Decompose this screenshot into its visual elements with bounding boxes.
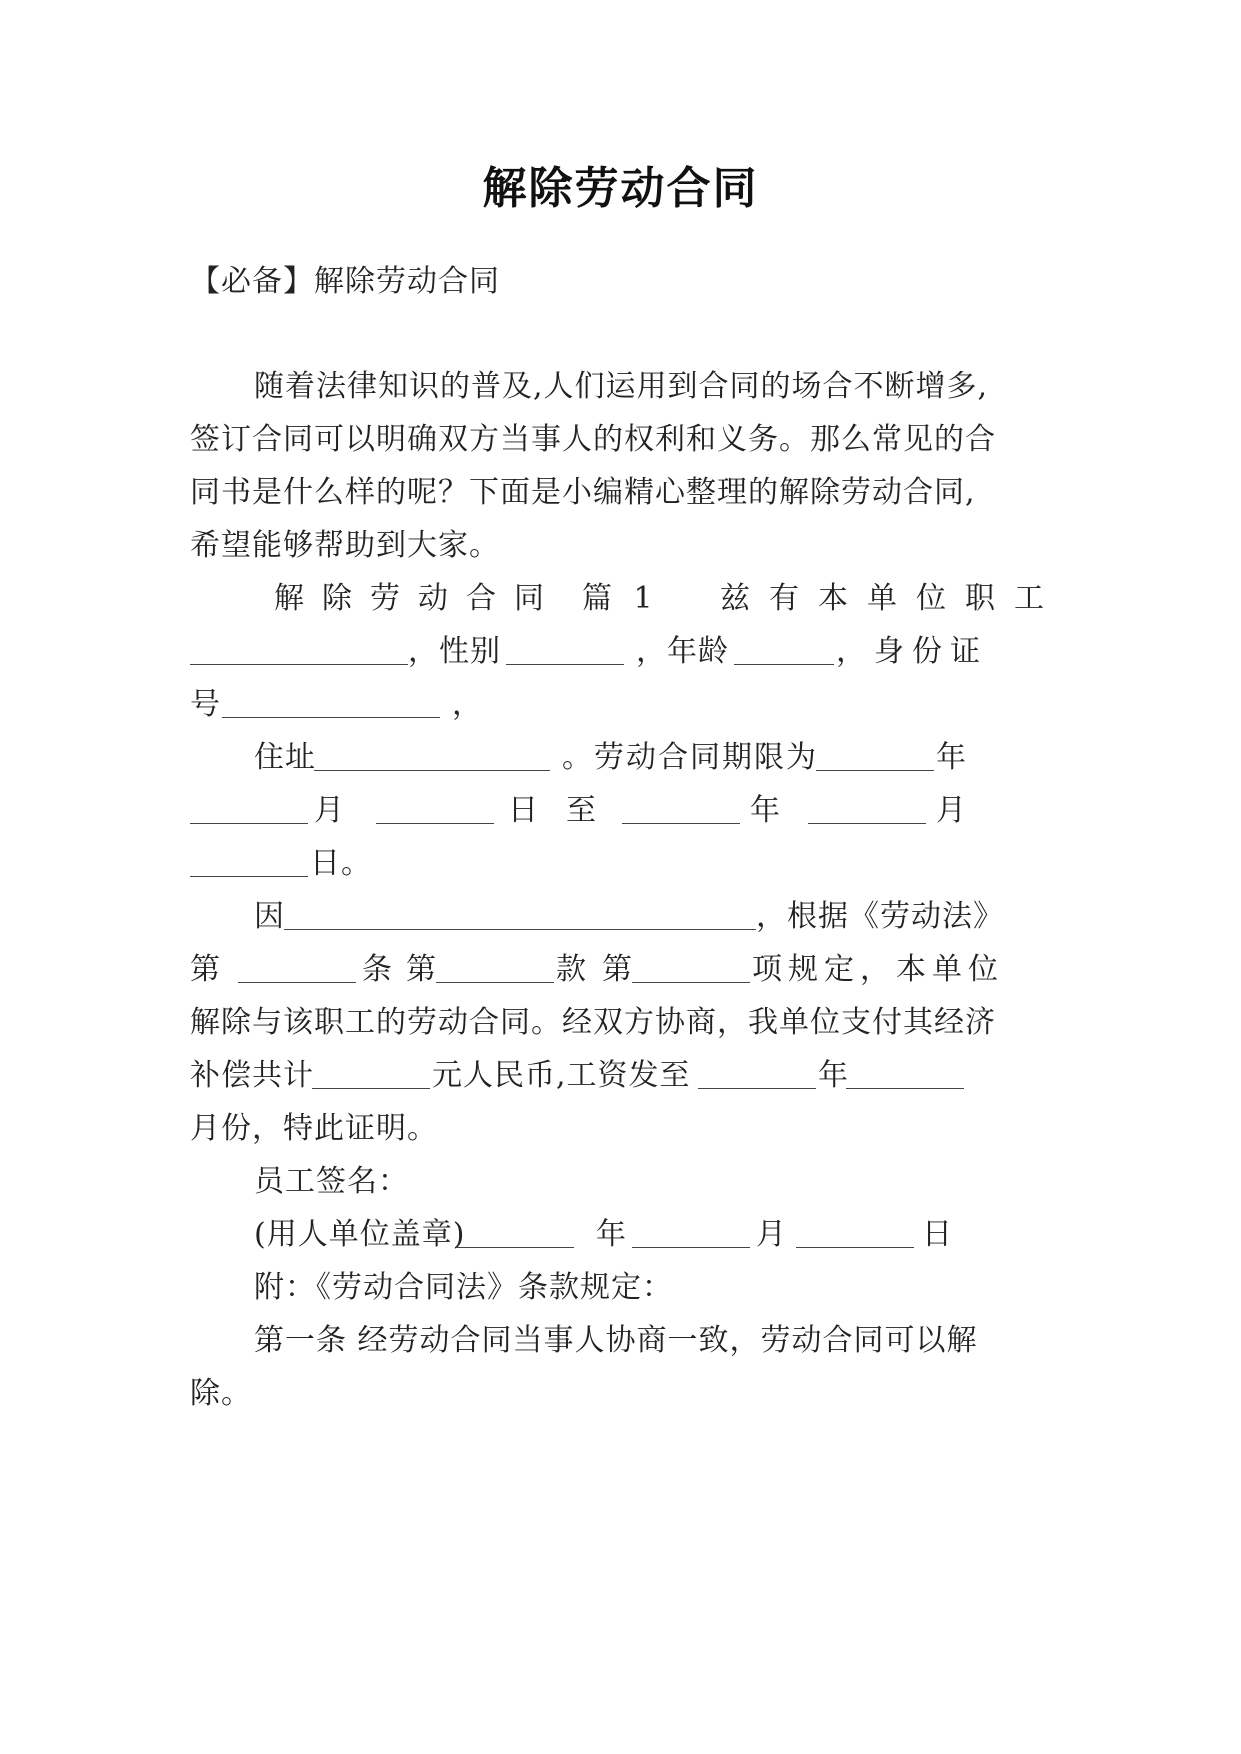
compensation-label: 补偿共计 — [190, 1058, 314, 1093]
item-article-label: 第 — [602, 952, 633, 987]
gender-label: ，性别 — [408, 634, 501, 669]
paragraph-label: 款 — [556, 952, 587, 987]
start-day-label: 日 — [508, 793, 539, 828]
intro-line-1: 随着法律知识的普及,人们运用到合同的场合不断增多, — [254, 369, 989, 404]
form-line-compensation — [190, 1056, 1052, 1096]
age-blank[interactable] — [734, 636, 834, 665]
reason-label: 因 — [254, 899, 285, 934]
form-line-reason — [190, 897, 1052, 937]
form-line-seal — [190, 1215, 1052, 1255]
id-comma: ， — [452, 687, 483, 722]
month-part-line: 月份，特此证明。 — [190, 1111, 438, 1146]
paragraph-article-label: 第 — [406, 952, 437, 987]
appendix-line: 附：《劳动合同法》条款规定： — [254, 1270, 673, 1305]
seal-day-label: 日 — [922, 1217, 953, 1252]
wage-month-blank[interactable] — [846, 1060, 964, 1089]
id-number-label: ，身份证 — [836, 634, 988, 669]
form-line-address — [190, 738, 1052, 778]
intro-line-3: 同书是什么样的呢？下面是小编精心整理的解除劳动合同, — [190, 475, 976, 510]
end-day-label: 日。 — [310, 846, 372, 881]
address-blank[interactable] — [314, 742, 550, 771]
to-label: 至 — [566, 793, 597, 828]
id-number-cont: 号 — [190, 687, 221, 722]
seal-month-blank[interactable] — [632, 1219, 750, 1248]
form-line-term-dates — [190, 791, 1052, 831]
form-line-id — [190, 685, 1052, 725]
article-blank[interactable] — [238, 954, 356, 983]
start-year-blank[interactable] — [816, 742, 934, 771]
end-day-blank[interactable] — [190, 848, 308, 877]
gender-blank[interactable] — [506, 636, 624, 665]
intro-line-4: 希望能够帮助到大家。 — [190, 528, 500, 563]
paragraph-blank[interactable] — [436, 954, 554, 983]
seal-year-blank[interactable] — [456, 1219, 574, 1248]
seal-year-label: 年 — [596, 1217, 627, 1252]
compensation-blank[interactable] — [312, 1060, 430, 1089]
age-label: ，年龄 — [636, 634, 729, 669]
first-article-line: 第一条 经劳动合同当事人协商一致，劳动合同可以解 — [254, 1323, 978, 1358]
start-day-blank[interactable] — [376, 795, 494, 824]
wage-year-blank[interactable] — [698, 1060, 816, 1089]
clause-label: 条 — [362, 952, 393, 987]
item-blank[interactable] — [632, 954, 750, 983]
start-year-label: 年 — [936, 740, 967, 775]
employer-seal-label: (用人单位盖章) — [254, 1217, 466, 1252]
end-year-blank[interactable] — [622, 795, 740, 824]
first-article-cont-line: 除。 — [190, 1376, 252, 1411]
document-subtitle: 【必备】解除劳动合同 — [190, 264, 500, 299]
name-blank[interactable] — [190, 636, 408, 665]
article-heading: 解除劳动合同 — [274, 581, 562, 616]
wage-year-label: 年 — [818, 1058, 849, 1093]
id-number-blank[interactable] — [222, 689, 440, 718]
address-label: 住址 — [254, 740, 316, 775]
end-year-label: 年 — [750, 793, 781, 828]
employee-sign-line: 员工签名： — [254, 1164, 409, 1199]
seal-month-label: 月 — [756, 1217, 787, 1252]
form-line-term-end — [190, 844, 1052, 884]
item-rule-label: 项规定，本单位 — [752, 952, 1004, 987]
term-label: 。劳动合同期限为 — [562, 740, 818, 775]
end-month-blank[interactable] — [808, 795, 926, 824]
form-line-articles — [190, 950, 1052, 990]
end-month-label: 月 — [936, 793, 967, 828]
article-label: 第 — [190, 952, 221, 987]
article-heading-line — [190, 579, 1063, 619]
terminate-line: 解除与该职工的劳动合同。经双方协商，我单位支付其经济 — [190, 1005, 996, 1040]
staff-intro: 兹有本单位职工 — [720, 581, 1063, 616]
seal-day-blank[interactable] — [796, 1219, 914, 1248]
reason-blank[interactable] — [284, 901, 756, 930]
currency-wage-label: 元人民币,工资发至 — [432, 1058, 691, 1093]
document-title: 解除劳动合同 — [482, 163, 759, 214]
article-number: 篇 1 — [582, 581, 659, 616]
according-label: ，根据《劳动法》 — [756, 899, 1004, 934]
start-month-label: 月 — [314, 793, 345, 828]
start-month-blank[interactable] — [190, 795, 308, 824]
form-line-identity — [190, 632, 1052, 672]
intro-line-2: 签订合同可以明确双方当事人的权利和义务。那么常见的合 — [190, 422, 996, 457]
